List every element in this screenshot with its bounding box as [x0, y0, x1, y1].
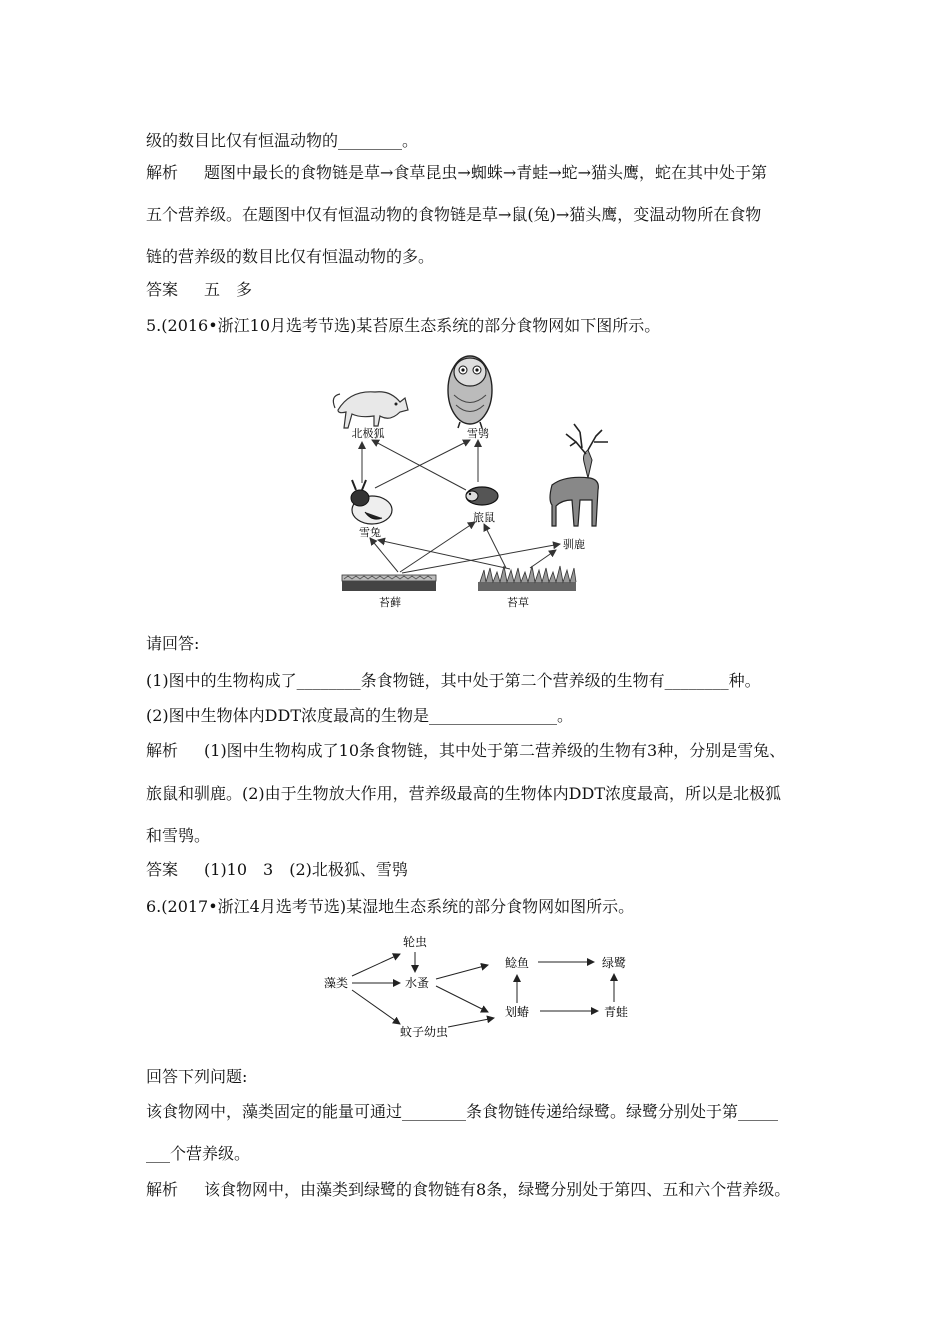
catfish-label: 鲶鱼 [504, 956, 530, 970]
question-title [146, 897, 634, 917]
line-text: 旅鼠和驯鹿。(2)由于生物放大作用，营养级最高的生物体内DDT浓度最高，所以是北极狐 [146, 784, 781, 803]
green-heron-label: 绿鹭 [601, 956, 627, 970]
water-flea-label: 水蚤 [404, 976, 430, 990]
question-line [146, 1102, 778, 1122]
text-line [146, 1067, 247, 1087]
snowy-owl-image [448, 356, 492, 428]
tundra-food-web-diagram [330, 350, 630, 620]
question-line [146, 1144, 250, 1164]
sedge-image [478, 566, 576, 591]
text-line [146, 205, 761, 225]
snowy-owl-label: 雪鸮 [467, 427, 489, 440]
analysis-label: 解析 [146, 163, 179, 182]
line-text: 五个营养级。在题图中仅有恒温动物的食物链是草→鼠(兔)→猫头鹰，变温动物所在食物 [146, 205, 762, 224]
text-line [146, 826, 210, 846]
line-text: 五 多 [204, 280, 253, 299]
line-text: 6.(2017•浙江4月选考节选)某湿地生态系统的部分食物网如图所示。 [146, 897, 635, 916]
arctic-fox-image [333, 392, 408, 428]
text-line [146, 247, 434, 267]
line-text: 5.(2016•浙江10月选考节选)某苔原生态系统的部分食物网如下图所示。 [146, 316, 661, 335]
rotifer-label: 轮虫 [402, 935, 428, 949]
moss-label: 苔藓 [379, 596, 401, 609]
analysis-label: 解析 [146, 1180, 179, 1199]
line-text: 请回答: [146, 634, 200, 653]
analysis-line [146, 1180, 790, 1200]
line-text: (1)10 3 (2)北极狐、雪鸮 [204, 860, 408, 879]
line-text: 题图中最长的食物链是草→食草昆虫→蜘蛛→青蛙→蛇→猫头鹰，蛇在其中处于第 [204, 163, 768, 182]
line-text: 链的营养级的数目比仅有恒温动物的多。 [146, 247, 435, 266]
line-text: (1)图中生物构成了10条食物链，其中处于第二营养级的生物有3种，分别是雪兔、 [204, 741, 786, 760]
line-text: 级的数目比仅有恒温动物的________。 [146, 131, 419, 150]
water-beetle-label: 划蝽 [504, 1005, 530, 1019]
frog-label: 青蛙 [603, 1005, 629, 1019]
lemming-label: 旅鼠 [473, 511, 495, 524]
line-text: 回答下列问题: [146, 1067, 248, 1086]
answer-label: 答案 [146, 280, 179, 299]
sedge-label: 苔草 [507, 596, 529, 609]
analysis-line [146, 163, 767, 183]
arctic-fox-label: 北极狐 [351, 427, 385, 440]
line-text: (1)图中的生物构成了________条食物链，其中处于第二个营养级的生物有________种。 [146, 671, 761, 690]
answer-line [146, 860, 408, 880]
text-line [146, 784, 781, 804]
analysis-label: 解析 [146, 741, 179, 760]
line-text: 和雪鸮。 [146, 826, 211, 845]
reindeer-image [550, 424, 608, 526]
lemming-image [466, 487, 498, 505]
wetland-food-web-diagram [318, 932, 638, 1042]
answer-label: 答案 [146, 860, 179, 879]
line-text: (2)图中生物体内DDT浓度最高的生物是________________。 [146, 706, 573, 725]
text-line [146, 131, 418, 151]
line-text: 该食物网中，藻类固定的能量可通过________条食物链传递给绿鹭。绿鹭分别处于第_____ [146, 1102, 779, 1121]
answer-line [146, 280, 252, 300]
wetland-arrows [352, 952, 614, 1027]
question-line [146, 706, 573, 726]
question-title [146, 316, 660, 336]
question-line [146, 671, 761, 691]
snow-hare-label: 雪兔 [359, 526, 381, 539]
reindeer-label: 驯鹿 [563, 538, 585, 551]
line-text: ___个营养级。 [146, 1144, 251, 1163]
mosquito-larva-label: 蚊子幼虫 [399, 1025, 449, 1039]
line-text: 该食物网中，由藻类到绿鹭的食物链有8条，绿鹭分别处于第四、五和六个营养级。 [204, 1180, 791, 1199]
analysis-line [146, 741, 785, 761]
algae-label: 藻类 [323, 976, 349, 990]
moss-image [342, 575, 436, 591]
snow-hare-image [351, 480, 392, 524]
text-line [146, 634, 199, 654]
